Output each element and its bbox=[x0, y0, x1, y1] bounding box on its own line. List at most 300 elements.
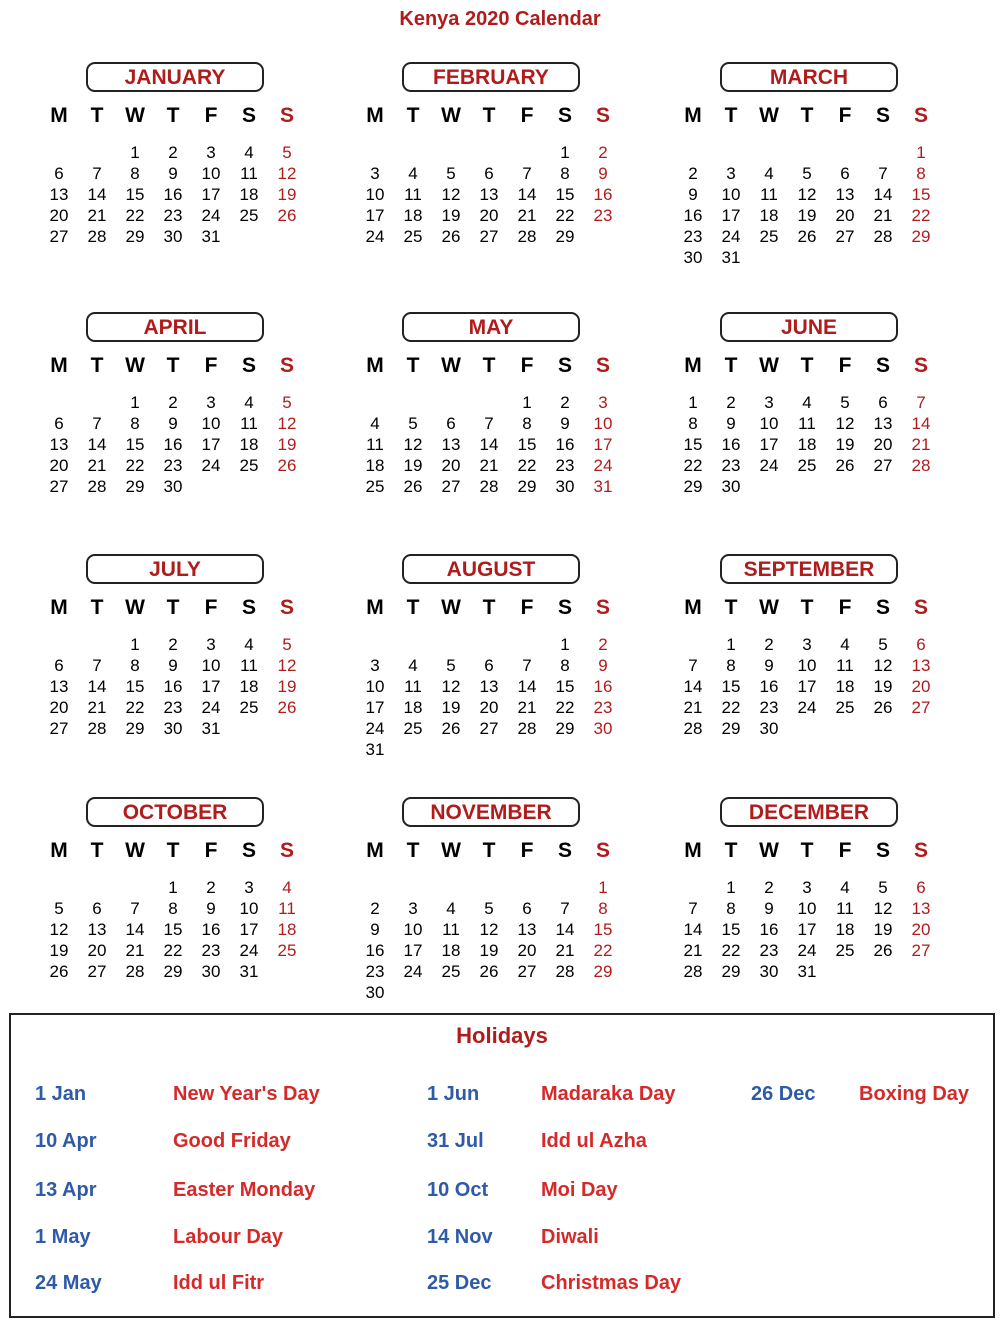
day-cell: 18 bbox=[277, 920, 297, 939]
weekday-header: T bbox=[166, 104, 180, 127]
weekday-header: F bbox=[204, 839, 218, 862]
weekday-header-row bbox=[40, 839, 306, 863]
day-cell: 1 bbox=[130, 635, 140, 654]
holidays-panel bbox=[9, 1013, 995, 1318]
empty-cell bbox=[826, 142, 864, 163]
day-cell: 14 bbox=[683, 677, 703, 696]
empty-cell bbox=[40, 142, 78, 163]
day-cell: 17 bbox=[201, 435, 221, 454]
day-cell: 14 bbox=[873, 185, 893, 204]
day-cell: 17 bbox=[239, 920, 259, 939]
day-cell: 24 bbox=[797, 941, 817, 960]
day-cell: 15 bbox=[163, 920, 183, 939]
day-cell: 10 bbox=[365, 185, 385, 204]
day-cell: 10 bbox=[201, 164, 221, 183]
day-cell: 30 bbox=[201, 962, 221, 981]
day-cell: 18 bbox=[239, 185, 259, 204]
month-name: JANUARY bbox=[86, 62, 264, 92]
day-grid bbox=[674, 634, 940, 739]
day-cell: 29 bbox=[911, 227, 931, 246]
day-cell: 8 bbox=[560, 656, 570, 675]
weekday-header: S bbox=[241, 354, 256, 377]
day-cell: 13 bbox=[873, 414, 893, 433]
day-cell: 26 bbox=[277, 456, 297, 475]
empty-cell bbox=[674, 877, 712, 898]
day-cell: 6 bbox=[54, 656, 64, 675]
weekday-header: W bbox=[441, 354, 461, 377]
day-cell: 5 bbox=[840, 393, 850, 412]
day-cell: 17 bbox=[365, 206, 385, 225]
day-cell: 26 bbox=[873, 941, 893, 960]
day-cell: 21 bbox=[87, 206, 107, 225]
holiday-name: Diwali bbox=[541, 1226, 599, 1248]
day-cell: 17 bbox=[403, 941, 423, 960]
day-cell: 30 bbox=[759, 962, 779, 981]
weekday-header: M bbox=[366, 354, 384, 377]
day-cell: 4 bbox=[840, 635, 850, 654]
day-cell: 28 bbox=[683, 962, 703, 981]
day-cell: 26 bbox=[797, 227, 817, 246]
day-cell: 5 bbox=[446, 656, 456, 675]
day-cell: 12 bbox=[277, 656, 297, 675]
day-cell: 4 bbox=[764, 164, 774, 183]
weekday-header: W bbox=[759, 596, 779, 619]
weekday-header: W bbox=[759, 354, 779, 377]
day-cell: 2 bbox=[560, 393, 570, 412]
day-cell: 3 bbox=[764, 393, 774, 412]
empty-cell bbox=[394, 634, 432, 655]
weekday-header-row bbox=[356, 596, 622, 620]
day-cell: 11 bbox=[240, 414, 258, 433]
empty-cell bbox=[470, 392, 508, 413]
day-cell: 29 bbox=[125, 227, 145, 246]
weekday-header-row bbox=[356, 354, 622, 378]
day-cell: 18 bbox=[835, 677, 855, 696]
day-cell: 10 bbox=[759, 414, 779, 433]
weekday-header: S bbox=[279, 104, 294, 127]
day-cell: 17 bbox=[201, 677, 221, 696]
day-cell: 20 bbox=[87, 941, 107, 960]
day-cell: 24 bbox=[201, 206, 221, 225]
day-cell: 12 bbox=[277, 414, 297, 433]
day-cell: 15 bbox=[125, 185, 145, 204]
weekday-header: S bbox=[595, 104, 610, 127]
day-cell: 10 bbox=[593, 414, 613, 433]
day-cell: 22 bbox=[125, 456, 145, 475]
day-cell: 19 bbox=[797, 206, 817, 225]
day-cell: 9 bbox=[598, 656, 608, 675]
day-cell: 19 bbox=[277, 185, 297, 204]
day-cell: 20 bbox=[517, 941, 537, 960]
day-cell: 18 bbox=[441, 941, 461, 960]
day-cell: 30 bbox=[683, 248, 703, 267]
day-cell: 24 bbox=[759, 456, 779, 475]
empty-cell bbox=[470, 142, 508, 163]
empty-cell bbox=[674, 634, 712, 655]
weekday-header: S bbox=[595, 596, 610, 619]
day-cell: 6 bbox=[92, 899, 102, 918]
day-cell: 21 bbox=[683, 698, 703, 717]
holiday-date: 1 Jun bbox=[427, 1083, 480, 1105]
day-cell: 20 bbox=[49, 456, 69, 475]
day-cell: 9 bbox=[370, 920, 380, 939]
day-cell: 4 bbox=[244, 635, 254, 654]
day-cell: 24 bbox=[403, 962, 423, 981]
weekday-header: T bbox=[90, 354, 104, 377]
day-cell: 7 bbox=[688, 899, 698, 918]
weekday-header: S bbox=[241, 839, 256, 862]
day-cell: 10 bbox=[239, 899, 259, 918]
day-cell: 25 bbox=[239, 698, 259, 717]
month-name: FEBRUARY bbox=[402, 62, 580, 92]
weekday-header: T bbox=[800, 104, 814, 127]
day-cell: 30 bbox=[365, 983, 385, 1002]
day-cell: 21 bbox=[517, 206, 537, 225]
weekday-header: S bbox=[279, 596, 294, 619]
day-cell: 29 bbox=[721, 719, 741, 738]
day-cell: 2 bbox=[370, 899, 380, 918]
holiday-name: Madaraka Day bbox=[541, 1083, 676, 1105]
day-cell: 2 bbox=[726, 393, 736, 412]
day-cell: 30 bbox=[759, 719, 779, 738]
holiday-name: Christmas Day bbox=[541, 1272, 682, 1294]
day-cell: 27 bbox=[49, 719, 69, 738]
weekday-header: F bbox=[520, 354, 534, 377]
weekday-header: T bbox=[482, 839, 496, 862]
day-cell: 5 bbox=[878, 878, 888, 897]
day-cell: 23 bbox=[759, 941, 779, 960]
weekday-header: F bbox=[838, 354, 852, 377]
day-cell: 24 bbox=[365, 227, 385, 246]
day-cell: 26 bbox=[277, 698, 297, 717]
day-cell: 1 bbox=[130, 393, 140, 412]
weekday-header-row bbox=[674, 104, 940, 128]
empty-cell bbox=[394, 142, 432, 163]
day-cell: 8 bbox=[726, 656, 736, 675]
weekday-header: M bbox=[50, 354, 68, 377]
empty-cell bbox=[546, 877, 584, 898]
day-cell: 18 bbox=[835, 920, 855, 939]
day-cell: 26 bbox=[49, 962, 69, 981]
day-cell: 27 bbox=[835, 227, 855, 246]
weekday-header: T bbox=[166, 839, 180, 862]
day-cell: 14 bbox=[517, 677, 537, 696]
weekday-header: S bbox=[241, 104, 256, 127]
empty-cell bbox=[78, 877, 116, 898]
day-cell: 23 bbox=[683, 227, 703, 246]
day-cell: 13 bbox=[479, 677, 499, 696]
day-cell: 7 bbox=[130, 899, 140, 918]
day-cell: 2 bbox=[598, 635, 608, 654]
day-cell: 20 bbox=[835, 206, 855, 225]
weekday-header: F bbox=[838, 104, 852, 127]
day-cell: 29 bbox=[721, 962, 741, 981]
weekday-header: T bbox=[724, 104, 738, 127]
weekday-header: W bbox=[441, 596, 461, 619]
day-cell: 5 bbox=[446, 164, 456, 183]
day-cell: 2 bbox=[206, 878, 216, 897]
empty-cell bbox=[40, 877, 78, 898]
day-cell: 22 bbox=[517, 456, 537, 475]
day-cell: 6 bbox=[878, 393, 888, 412]
day-cell: 2 bbox=[168, 143, 178, 162]
day-cell: 11 bbox=[836, 656, 854, 675]
weekday-header: F bbox=[520, 104, 534, 127]
day-cell: 18 bbox=[403, 206, 423, 225]
day-cell: 28 bbox=[555, 962, 575, 981]
day-cell: 10 bbox=[201, 414, 221, 433]
day-cell: 10 bbox=[201, 656, 221, 675]
day-cell: 27 bbox=[911, 698, 931, 717]
day-cell: 6 bbox=[54, 414, 64, 433]
day-cell: 10 bbox=[797, 656, 817, 675]
day-cell: 15 bbox=[721, 920, 741, 939]
day-grid bbox=[40, 877, 306, 982]
month-name: AUGUST bbox=[402, 554, 580, 584]
weekday-header: M bbox=[366, 839, 384, 862]
weekday-header: T bbox=[90, 596, 104, 619]
weekday-header: T bbox=[724, 839, 738, 862]
day-cell: 12 bbox=[797, 185, 817, 204]
day-cell: 20 bbox=[479, 698, 499, 717]
empty-cell bbox=[508, 634, 546, 655]
weekday-header: S bbox=[241, 596, 256, 619]
weekday-header: M bbox=[50, 839, 68, 862]
day-cell: 9 bbox=[688, 185, 698, 204]
day-cell: 17 bbox=[365, 698, 385, 717]
holiday-name: Easter Monday bbox=[173, 1179, 316, 1201]
holiday-date: 1 Jan bbox=[35, 1083, 87, 1105]
weekday-header: W bbox=[125, 839, 145, 862]
day-cell: 14 bbox=[87, 677, 107, 696]
day-cell: 18 bbox=[797, 435, 817, 454]
day-cell: 18 bbox=[403, 698, 423, 717]
weekday-header: F bbox=[838, 839, 852, 862]
day-cell: 4 bbox=[408, 656, 418, 675]
day-cell: 25 bbox=[365, 477, 385, 496]
day-cell: 6 bbox=[840, 164, 850, 183]
month-name: MAY bbox=[402, 312, 580, 342]
empty-cell bbox=[356, 142, 394, 163]
weekday-header-row bbox=[40, 104, 306, 128]
day-cell: 23 bbox=[759, 698, 779, 717]
day-cell: 29 bbox=[163, 962, 183, 981]
day-cell: 24 bbox=[201, 698, 221, 717]
day-cell: 13 bbox=[49, 677, 69, 696]
weekday-header: M bbox=[684, 104, 702, 127]
holiday-name: Idd ul Fitr bbox=[173, 1272, 265, 1294]
day-cell: 12 bbox=[479, 920, 499, 939]
day-cell: 11 bbox=[278, 899, 296, 918]
day-cell: 19 bbox=[873, 920, 893, 939]
day-cell: 30 bbox=[555, 477, 575, 496]
day-cell: 17 bbox=[593, 435, 613, 454]
day-cell: 30 bbox=[163, 477, 183, 496]
holiday-date: 24 May bbox=[35, 1272, 102, 1294]
day-cell: 5 bbox=[282, 393, 292, 412]
month-name: NOVEMBER bbox=[402, 797, 580, 827]
weekday-header: S bbox=[557, 596, 572, 619]
weekday-header: M bbox=[684, 354, 702, 377]
weekday-header: M bbox=[366, 596, 384, 619]
day-cell: 15 bbox=[683, 435, 703, 454]
day-cell: 22 bbox=[555, 698, 575, 717]
day-cell: 19 bbox=[277, 435, 297, 454]
weekday-header: S bbox=[279, 839, 294, 862]
day-cell: 17 bbox=[797, 677, 817, 696]
day-cell: 28 bbox=[683, 719, 703, 738]
day-cell: 8 bbox=[522, 414, 532, 433]
day-cell: 22 bbox=[125, 206, 145, 225]
day-cell: 1 bbox=[560, 143, 570, 162]
weekday-header: W bbox=[125, 596, 145, 619]
weekday-header: S bbox=[875, 354, 890, 377]
day-cell: 28 bbox=[911, 456, 931, 475]
day-cell: 4 bbox=[840, 878, 850, 897]
day-cell: 20 bbox=[873, 435, 893, 454]
day-cell: 7 bbox=[522, 656, 532, 675]
day-cell: 9 bbox=[168, 414, 178, 433]
day-cell: 25 bbox=[835, 941, 855, 960]
day-cell: 27 bbox=[517, 962, 537, 981]
day-cell: 25 bbox=[277, 941, 297, 960]
holiday-date: 14 Nov bbox=[427, 1226, 493, 1248]
day-cell: 6 bbox=[484, 164, 494, 183]
day-cell: 15 bbox=[555, 185, 575, 204]
holiday-date: 1 May bbox=[35, 1226, 91, 1248]
day-cell: 21 bbox=[125, 941, 145, 960]
day-cell: 31 bbox=[201, 227, 221, 246]
day-cell: 12 bbox=[835, 414, 855, 433]
day-cell: 15 bbox=[517, 435, 537, 454]
day-cell: 5 bbox=[282, 635, 292, 654]
day-cell: 26 bbox=[441, 719, 461, 738]
day-cell: 10 bbox=[365, 677, 385, 696]
weekday-header: T bbox=[724, 354, 738, 377]
day-cell: 11 bbox=[442, 920, 460, 939]
day-cell: 11 bbox=[404, 677, 422, 696]
day-cell: 20 bbox=[49, 206, 69, 225]
day-cell: 9 bbox=[764, 656, 774, 675]
day-cell: 6 bbox=[522, 899, 532, 918]
day-cell: 14 bbox=[125, 920, 145, 939]
day-cell: 3 bbox=[370, 164, 380, 183]
holiday-name: Labour Day bbox=[173, 1226, 284, 1248]
day-cell: 12 bbox=[49, 920, 69, 939]
day-cell: 31 bbox=[797, 962, 817, 981]
day-cell: 14 bbox=[87, 435, 107, 454]
day-cell: 15 bbox=[125, 677, 145, 696]
weekday-header: T bbox=[406, 839, 420, 862]
day-cell: 7 bbox=[878, 164, 888, 183]
weekday-header: S bbox=[875, 104, 890, 127]
day-cell: 24 bbox=[239, 941, 259, 960]
day-cell: 15 bbox=[721, 677, 741, 696]
weekday-header: F bbox=[204, 596, 218, 619]
day-cell: 30 bbox=[721, 477, 741, 496]
weekday-header-row bbox=[674, 354, 940, 378]
day-cell: 1 bbox=[598, 878, 608, 897]
month-name: OCTOBER bbox=[86, 797, 264, 827]
day-cell: 14 bbox=[87, 185, 107, 204]
weekday-header: W bbox=[125, 104, 145, 127]
day-cell: 8 bbox=[130, 656, 140, 675]
day-cell: 8 bbox=[130, 164, 140, 183]
day-cell: 6 bbox=[446, 414, 456, 433]
day-cell: 18 bbox=[239, 677, 259, 696]
empty-cell bbox=[432, 634, 470, 655]
weekday-header: T bbox=[406, 104, 420, 127]
day-cell: 29 bbox=[555, 719, 575, 738]
day-cell: 20 bbox=[49, 698, 69, 717]
day-cell: 7 bbox=[92, 656, 102, 675]
day-cell: 14 bbox=[683, 920, 703, 939]
holiday-date: 31 Jul bbox=[427, 1130, 484, 1152]
empty-cell bbox=[40, 392, 78, 413]
day-cell: 14 bbox=[517, 185, 537, 204]
day-cell: 8 bbox=[168, 899, 178, 918]
day-cell: 28 bbox=[479, 477, 499, 496]
day-cell: 21 bbox=[87, 456, 107, 475]
day-cell: 16 bbox=[163, 185, 183, 204]
day-cell: 4 bbox=[802, 393, 812, 412]
day-cell: 3 bbox=[244, 878, 254, 897]
day-cell: 17 bbox=[759, 435, 779, 454]
empty-cell bbox=[78, 142, 116, 163]
day-cell: 16 bbox=[201, 920, 221, 939]
day-cell: 14 bbox=[479, 435, 499, 454]
day-cell: 23 bbox=[721, 456, 741, 475]
weekday-header-row bbox=[674, 839, 940, 863]
day-cell: 27 bbox=[49, 227, 69, 246]
weekday-header: T bbox=[800, 839, 814, 862]
day-cell: 2 bbox=[168, 393, 178, 412]
weekday-header: S bbox=[595, 839, 610, 862]
day-cell: 31 bbox=[721, 248, 741, 267]
day-cell: 28 bbox=[87, 227, 107, 246]
weekday-header: M bbox=[50, 104, 68, 127]
day-cell: 19 bbox=[479, 941, 499, 960]
day-cell: 7 bbox=[688, 656, 698, 675]
day-cell: 20 bbox=[441, 456, 461, 475]
weekday-header: T bbox=[482, 354, 496, 377]
day-cell: 9 bbox=[206, 899, 216, 918]
day-cell: 25 bbox=[441, 962, 461, 981]
day-cell: 28 bbox=[125, 962, 145, 981]
day-cell: 13 bbox=[911, 656, 931, 675]
day-cell: 25 bbox=[239, 456, 259, 475]
empty-cell bbox=[712, 142, 750, 163]
day-cell: 12 bbox=[277, 164, 297, 183]
day-cell: 11 bbox=[836, 899, 854, 918]
day-cell: 3 bbox=[598, 393, 608, 412]
empty-cell bbox=[508, 877, 546, 898]
weekday-header: W bbox=[759, 104, 779, 127]
day-cell: 16 bbox=[163, 677, 183, 696]
day-cell: 22 bbox=[555, 206, 575, 225]
day-cell: 3 bbox=[206, 143, 216, 162]
day-cell: 5 bbox=[408, 414, 418, 433]
day-cell: 3 bbox=[206, 635, 216, 654]
weekday-header: M bbox=[684, 596, 702, 619]
weekday-header: T bbox=[406, 354, 420, 377]
day-cell: 9 bbox=[168, 164, 178, 183]
day-cell: 22 bbox=[163, 941, 183, 960]
weekday-header-row bbox=[40, 596, 306, 620]
empty-cell bbox=[470, 877, 508, 898]
day-cell: 12 bbox=[441, 677, 461, 696]
weekday-header: T bbox=[166, 354, 180, 377]
